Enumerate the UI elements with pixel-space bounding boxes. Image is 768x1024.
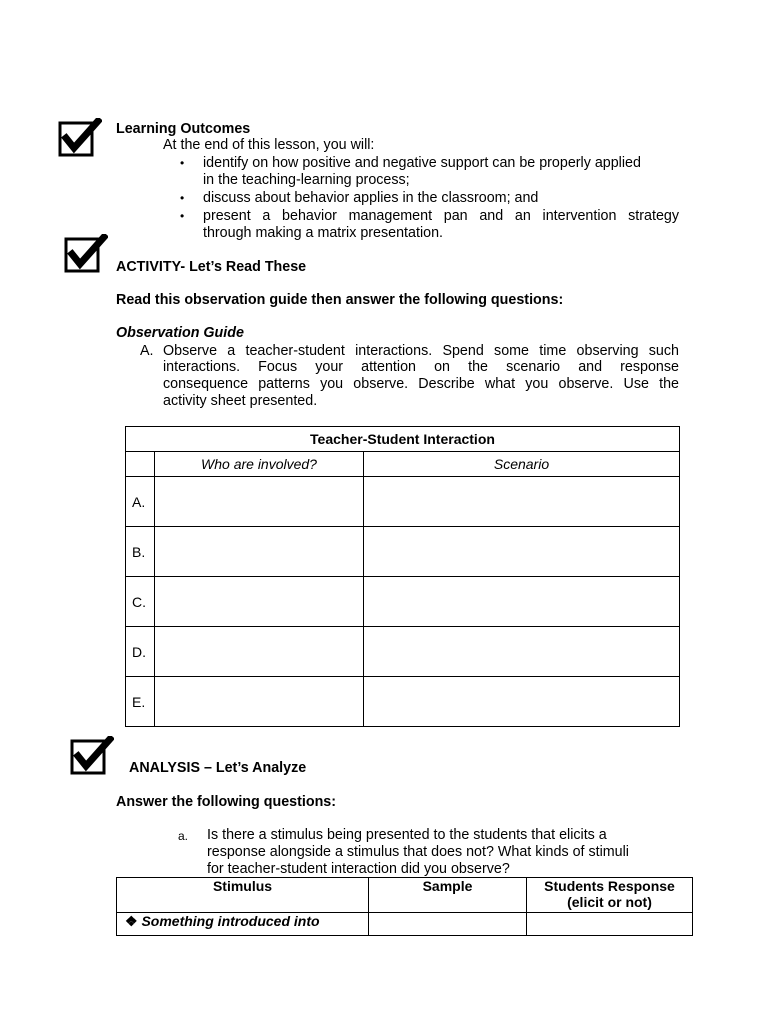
table-row [126,527,680,577]
question-line-1: Is there a stimulus being presented to the students that elicits a [207,827,607,843]
checkbox-check-icon [64,234,108,274]
guide-item-line-2 [163,359,679,376]
who-cell[interactable] [155,577,364,627]
row-label: C. [126,577,155,627]
guide-item-label: A. [140,343,154,359]
bullet-symbol: • [180,156,185,170]
diamond-bullet-icon: ❖ [125,913,138,929]
guide-item-line-3 [163,376,679,393]
outcome-item-2: discuss about behavior applies in the classroom; and [203,190,539,206]
guide-item-text-1: Observe a teacher-student interactions. Spend some time observing such [163,343,679,359]
column-header-blank [126,452,155,477]
guide-item-text-3: consequence patterns you observe. Describe what you observe. Use the [163,376,679,392]
outcome-item-1-line-1: identify on how positive and negative support can be properly applied [203,155,641,171]
students-response-label: Students Response [544,878,675,894]
who-cell[interactable] [155,477,364,527]
stimulus-table [116,877,693,936]
scenario-cell[interactable] [364,527,680,577]
scenario-cell[interactable] [364,677,680,727]
row-label: B. [126,527,155,577]
checkbox-check-icon [70,736,114,776]
guide-item-line-1 [163,343,679,360]
elicit-or-not-label: (elicit or not) [567,894,652,910]
table-row [126,677,680,727]
analysis-heading: ANALYSIS – Let’s Analyze [129,760,307,776]
column-header-students-response [527,878,693,913]
column-header-scenario: Scenario [364,452,680,477]
column-header-stimulus: Stimulus [117,878,369,913]
table-row [117,913,693,936]
who-cell[interactable] [155,627,364,677]
who-cell[interactable] [155,677,364,727]
scenario-cell[interactable] [364,477,680,527]
sample-cell[interactable] [369,913,527,936]
scenario-cell[interactable] [364,577,680,627]
stimulus-text: Something introduced into [141,913,320,929]
guide-item-line-4: activity sheet presented. [163,393,318,409]
table-row [126,577,680,627]
outcome-item-1-line-2: in the teaching-learning process; [203,172,410,188]
analysis-instruction: Answer the following questions: [116,794,337,810]
column-header-who: Who are involved? [155,452,364,477]
response-cell[interactable] [527,913,693,936]
teacher-student-interaction-table [125,426,680,727]
question-line-2: response alongside a stimulus that does not? What kinds of stimuli [207,844,629,860]
learning-outcomes-intro: At the end of this lesson, you will: [163,137,375,153]
outcome-item-3-text: present a behavior management pan and an intervention strategy [203,208,679,224]
who-cell[interactable] [155,527,364,577]
activity-heading: ACTIVITY- Let’s Read These [116,259,307,275]
column-header-sample: Sample [369,878,527,913]
outcome-item-3-line-1 [203,208,679,225]
bullet-symbol: • [180,209,185,223]
checkbox-check-icon [58,118,102,158]
table-title: Teacher-Student Interaction [126,427,680,452]
row-label: E. [126,677,155,727]
guide-item-text-2: interactions. Focus your attention on the scenario and response [163,359,679,375]
observation-guide-title: Observation Guide [116,325,244,341]
stimulus-cell[interactable] [117,913,369,936]
outcome-item-3-line-2: through making a matrix presentation. [203,225,443,241]
bullet-symbol: • [180,191,185,205]
scenario-cell[interactable] [364,627,680,677]
table-row [126,477,680,527]
row-label: A. [126,477,155,527]
learning-outcomes-heading: Learning Outcomes [116,121,251,137]
table-row [126,627,680,677]
activity-instruction: Read this observation guide then answer the following questions: [116,292,564,308]
question-label: a. [178,829,189,843]
question-line-3: for teacher-student interaction did you observe? [207,861,510,877]
row-label: D. [126,627,155,677]
